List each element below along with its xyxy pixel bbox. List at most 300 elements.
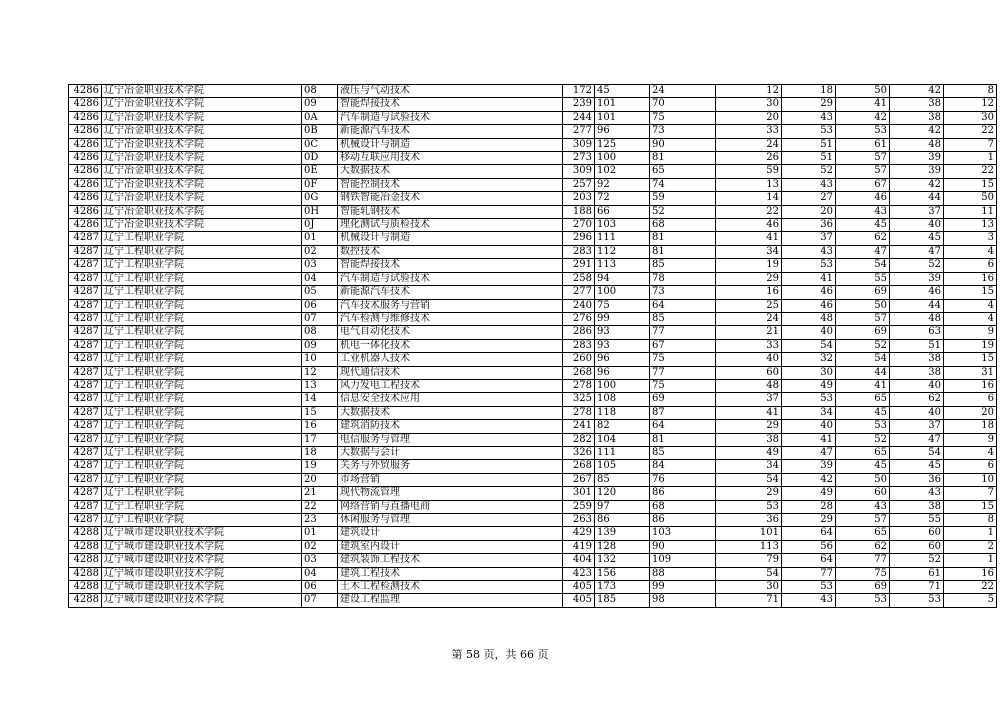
cell-score-6: 37 (890, 420, 944, 433)
table-row (69, 567, 997, 580)
cell-score-5: 57 (836, 514, 890, 527)
cell-score-6: 38 (890, 353, 944, 366)
cell-school-code: 4287 (69, 259, 102, 272)
cell-score-1: 102 (595, 165, 650, 178)
cell-score-3: 21 (716, 326, 782, 339)
cell-school-name: 辽宁工程职业学院 (102, 487, 302, 500)
cell-score-5: 57 (836, 152, 890, 165)
cell-score-2: 85 (650, 312, 716, 325)
cell-score-3: 16 (716, 286, 782, 299)
cell-score-4: 27 (782, 192, 836, 205)
cell-major-code: 0G (302, 192, 338, 205)
cell-major-code: 0J (302, 219, 338, 232)
cell-major-name: 休闲服务与管理 (338, 514, 563, 527)
cell-score-5: 57 (836, 312, 890, 325)
table-row (69, 433, 997, 446)
cell-score-5: 53 (836, 125, 890, 138)
cell-school-name: 辽宁工程职业学院 (102, 339, 302, 352)
cell-score-7: 4 (944, 312, 997, 325)
cell-score-1: 75 (595, 299, 650, 312)
cell-score-6: 45 (890, 460, 944, 473)
cell-score-7: 11 (944, 205, 997, 218)
cell-score-7: 15 (944, 353, 997, 366)
cell-major-code: 22 (302, 500, 338, 513)
cell-score-7: 15 (944, 178, 997, 191)
cell-score-total: 429 (563, 527, 595, 540)
cell-school-name: 辽宁工程职业学院 (102, 514, 302, 527)
cell-school-code: 4287 (69, 446, 102, 459)
cell-score-total: 203 (563, 192, 595, 205)
cell-score-1: 96 (595, 125, 650, 138)
cell-score-7: 16 (944, 379, 997, 392)
cell-major-name: 汽车制造与试验技术 (338, 111, 563, 124)
cell-school-name: 辽宁城市建设职业技术学院 (102, 527, 302, 540)
cell-score-total: 172 (563, 85, 595, 98)
cell-score-6: 42 (890, 85, 944, 98)
cell-score-4: 36 (782, 219, 836, 232)
cell-major-code: 0H (302, 205, 338, 218)
cell-score-6: 39 (890, 272, 944, 285)
cell-score-6: 52 (890, 259, 944, 272)
cell-score-1: 111 (595, 446, 650, 459)
cell-score-2: 68 (650, 219, 716, 232)
cell-score-total: 296 (563, 232, 595, 245)
cell-score-total: 268 (563, 460, 595, 473)
cell-school-name: 辽宁工程职业学院 (102, 379, 302, 392)
cell-school-code: 4286 (69, 138, 102, 151)
cell-score-1: 112 (595, 245, 650, 258)
cell-score-total: 405 (563, 594, 595, 607)
cell-score-2: 88 (650, 567, 716, 580)
cell-score-4: 43 (782, 594, 836, 607)
cell-major-name: 机械设计与制造 (338, 138, 563, 151)
cell-score-2: 81 (650, 232, 716, 245)
cell-score-5: 61 (836, 138, 890, 151)
cell-score-5: 45 (836, 460, 890, 473)
cell-score-7: 6 (944, 393, 997, 406)
table-row (69, 98, 997, 111)
cell-score-4: 41 (782, 433, 836, 446)
cell-score-1: 105 (595, 460, 650, 473)
cell-score-2: 59 (650, 192, 716, 205)
cell-score-4: 52 (782, 165, 836, 178)
cell-score-2: 70 (650, 98, 716, 111)
cell-score-total: 277 (563, 125, 595, 138)
cell-score-total: 423 (563, 567, 595, 580)
cell-major-code: 0E (302, 165, 338, 178)
cell-score-2: 81 (650, 245, 716, 258)
cell-score-total: 404 (563, 554, 595, 567)
cell-score-7: 7 (944, 487, 997, 500)
cell-score-5: 69 (836, 326, 890, 339)
cell-score-2: 84 (650, 460, 716, 473)
cell-score-3: 34 (716, 245, 782, 258)
cell-major-code: 03 (302, 259, 338, 272)
cell-score-2: 74 (650, 178, 716, 191)
cell-score-2: 78 (650, 272, 716, 285)
cell-score-total: 309 (563, 138, 595, 151)
cell-school-code: 4288 (69, 581, 102, 594)
cell-school-code: 4287 (69, 420, 102, 433)
cell-school-name: 辽宁冶金职业技术学院 (102, 111, 302, 124)
cell-school-name: 辽宁冶金职业技术学院 (102, 192, 302, 205)
cell-score-4: 43 (782, 178, 836, 191)
cell-major-name: 汽车技术服务与营销 (338, 299, 563, 312)
cell-score-5: 52 (836, 339, 890, 352)
cell-score-7: 19 (944, 339, 997, 352)
cell-score-6: 48 (890, 138, 944, 151)
cell-score-5: 54 (836, 259, 890, 272)
cell-major-name: 关务与外贸服务 (338, 460, 563, 473)
cell-score-3: 20 (716, 111, 782, 124)
cell-score-3: 19 (716, 259, 782, 272)
cell-score-7: 15 (944, 500, 997, 513)
cell-school-name: 辽宁冶金职业技术学院 (102, 138, 302, 151)
cell-score-3: 29 (716, 420, 782, 433)
cell-score-5: 67 (836, 178, 890, 191)
cell-school-code: 4286 (69, 165, 102, 178)
cell-score-2: 103 (650, 527, 716, 540)
cell-major-name: 建筑装饰工程技术 (338, 554, 563, 567)
cell-major-code: 0D (302, 152, 338, 165)
cell-school-name: 辽宁工程职业学院 (102, 245, 302, 258)
cell-score-1: 173 (595, 581, 650, 594)
cell-score-5: 47 (836, 245, 890, 258)
cell-score-total: 278 (563, 406, 595, 419)
cell-major-name: 智能轧钢技术 (338, 205, 563, 218)
cell-score-5: 75 (836, 567, 890, 580)
cell-score-1: 118 (595, 406, 650, 419)
cell-score-5: 65 (836, 446, 890, 459)
cell-score-3: 22 (716, 205, 782, 218)
cell-score-3: 79 (716, 554, 782, 567)
cell-score-3: 37 (716, 393, 782, 406)
cell-score-total: 268 (563, 366, 595, 379)
cell-school-code: 4286 (69, 192, 102, 205)
cell-score-4: 64 (782, 527, 836, 540)
cell-score-total: 286 (563, 326, 595, 339)
cell-score-3: 29 (716, 487, 782, 500)
cell-score-6: 60 (890, 540, 944, 553)
cell-score-3: 41 (716, 406, 782, 419)
cell-score-7: 50 (944, 192, 997, 205)
cell-score-1: 185 (595, 594, 650, 607)
cell-score-4: 53 (782, 581, 836, 594)
cell-major-name: 数控技术 (338, 245, 563, 258)
cell-score-6: 61 (890, 567, 944, 580)
cell-major-code: 01 (302, 232, 338, 245)
cell-school-name: 辽宁工程职业学院 (102, 446, 302, 459)
cell-score-4: 34 (782, 406, 836, 419)
cell-school-code: 4286 (69, 178, 102, 191)
cell-score-7: 6 (944, 460, 997, 473)
cell-score-6: 38 (890, 500, 944, 513)
cell-score-3: 24 (716, 138, 782, 151)
cell-major-code: 20 (302, 473, 338, 486)
cell-score-5: 53 (836, 420, 890, 433)
cell-score-1: 113 (595, 259, 650, 272)
table-row (69, 446, 997, 459)
cell-score-7: 15 (944, 286, 997, 299)
cell-score-6: 40 (890, 219, 944, 232)
table-row (69, 406, 997, 419)
cell-score-4: 28 (782, 500, 836, 513)
cell-score-6: 36 (890, 473, 944, 486)
table-body (69, 85, 997, 608)
cell-score-6: 39 (890, 152, 944, 165)
cell-score-total: 259 (563, 500, 595, 513)
cell-score-4: 46 (782, 299, 836, 312)
table-row (69, 232, 997, 245)
table-row (69, 286, 997, 299)
cell-school-name: 辽宁工程职业学院 (102, 393, 302, 406)
cell-school-name: 辽宁冶金职业技术学院 (102, 205, 302, 218)
cell-score-total: 239 (563, 98, 595, 111)
table-row (69, 192, 997, 205)
cell-score-5: 62 (836, 232, 890, 245)
cell-score-7: 22 (944, 125, 997, 138)
cell-major-name: 电气自动化技术 (338, 326, 563, 339)
cell-major-code: 18 (302, 446, 338, 459)
cell-score-4: 56 (782, 540, 836, 553)
cell-school-name: 辽宁工程职业学院 (102, 366, 302, 379)
cell-school-code: 4287 (69, 286, 102, 299)
cell-score-7: 3 (944, 232, 997, 245)
cell-score-2: 73 (650, 286, 716, 299)
cell-score-5: 43 (836, 500, 890, 513)
cell-score-4: 29 (782, 98, 836, 111)
cell-school-code: 4288 (69, 554, 102, 567)
cell-score-1: 96 (595, 353, 650, 366)
cell-major-name: 风力发电工程技术 (338, 379, 563, 392)
cell-score-7: 9 (944, 433, 997, 446)
cell-score-total: 283 (563, 245, 595, 258)
cell-school-code: 4287 (69, 460, 102, 473)
cell-score-7: 4 (944, 446, 997, 459)
cell-score-6: 53 (890, 594, 944, 607)
cell-major-code: 04 (302, 272, 338, 285)
cell-major-code: 0C (302, 138, 338, 151)
cell-major-code: 04 (302, 567, 338, 580)
cell-score-2: 99 (650, 581, 716, 594)
table-row (69, 487, 997, 500)
cell-score-4: 43 (782, 245, 836, 258)
cell-school-code: 4286 (69, 85, 102, 98)
cell-major-code: 07 (302, 312, 338, 325)
cell-score-7: 4 (944, 245, 997, 258)
cell-score-1: 104 (595, 433, 650, 446)
cell-score-1: 93 (595, 326, 650, 339)
cell-score-3: 71 (716, 594, 782, 607)
cell-major-name: 信息安全技术应用 (338, 393, 563, 406)
cell-score-4: 41 (782, 272, 836, 285)
cell-school-code: 4286 (69, 111, 102, 124)
cell-major-name: 智能控制技术 (338, 178, 563, 191)
cell-score-5: 45 (836, 219, 890, 232)
table-row (69, 272, 997, 285)
cell-score-6: 46 (890, 286, 944, 299)
cell-major-name: 现代物流管理 (338, 487, 563, 500)
cell-major-code: 23 (302, 514, 338, 527)
table-row (69, 312, 997, 325)
cell-score-total: 260 (563, 353, 595, 366)
cell-score-5: 42 (836, 111, 890, 124)
cell-score-6: 39 (890, 165, 944, 178)
cell-score-6: 63 (890, 326, 944, 339)
cell-score-3: 34 (716, 460, 782, 473)
cell-major-code: 02 (302, 245, 338, 258)
cell-score-6: 48 (890, 312, 944, 325)
cell-score-5: 69 (836, 581, 890, 594)
cell-score-6: 45 (890, 232, 944, 245)
cell-score-1: 120 (595, 487, 650, 500)
cell-score-6: 47 (890, 433, 944, 446)
cell-score-total: 273 (563, 152, 595, 165)
cell-score-1: 101 (595, 111, 650, 124)
table-row (69, 379, 997, 392)
cell-score-7: 20 (944, 406, 997, 419)
cell-score-1: 156 (595, 567, 650, 580)
cell-school-name: 辽宁工程职业学院 (102, 286, 302, 299)
cell-school-name: 辽宁工程职业学院 (102, 420, 302, 433)
cell-school-name: 辽宁城市建设职业技术学院 (102, 540, 302, 553)
cell-score-1: 128 (595, 540, 650, 553)
cell-score-total: 188 (563, 205, 595, 218)
cell-score-3: 12 (716, 85, 782, 98)
cell-major-name: 工业机器人技术 (338, 353, 563, 366)
cell-score-4: 37 (782, 232, 836, 245)
cell-score-7: 7 (944, 138, 997, 151)
cell-score-1: 93 (595, 339, 650, 352)
cell-major-name: 新能源汽车技术 (338, 125, 563, 138)
cell-score-total: 267 (563, 473, 595, 486)
cell-score-1: 103 (595, 219, 650, 232)
cell-score-6: 44 (890, 192, 944, 205)
cell-major-code: 19 (302, 460, 338, 473)
cell-school-name: 辽宁冶金职业技术学院 (102, 152, 302, 165)
cell-score-2: 68 (650, 500, 716, 513)
cell-score-1: 111 (595, 232, 650, 245)
table-row (69, 500, 997, 513)
cell-score-1: 66 (595, 205, 650, 218)
cell-school-code: 4287 (69, 487, 102, 500)
cell-score-1: 101 (595, 98, 650, 111)
cell-score-2: 85 (650, 259, 716, 272)
cell-score-5: 50 (836, 85, 890, 98)
cell-score-4: 18 (782, 85, 836, 98)
cell-school-code: 4287 (69, 299, 102, 312)
cell-school-name: 辽宁冶金职业技术学院 (102, 98, 302, 111)
cell-score-3: 38 (716, 433, 782, 446)
cell-score-6: 42 (890, 125, 944, 138)
cell-score-4: 64 (782, 554, 836, 567)
cell-score-3: 36 (716, 514, 782, 527)
cell-school-name: 辽宁工程职业学院 (102, 473, 302, 486)
table-row (69, 473, 997, 486)
cell-score-6: 38 (890, 98, 944, 111)
cell-major-code: 15 (302, 406, 338, 419)
cell-school-name: 辽宁工程职业学院 (102, 312, 302, 325)
cell-score-total: 282 (563, 433, 595, 446)
table-row (69, 420, 997, 433)
cell-score-6: 52 (890, 554, 944, 567)
cell-school-code: 4286 (69, 152, 102, 165)
cell-major-code: 0A (302, 111, 338, 124)
cell-score-3: 49 (716, 446, 782, 459)
table-row (69, 594, 997, 607)
cell-school-code: 4287 (69, 500, 102, 513)
cell-score-5: 43 (836, 205, 890, 218)
cell-score-7: 1 (944, 554, 997, 567)
cell-score-1: 139 (595, 527, 650, 540)
cell-score-6: 38 (890, 366, 944, 379)
table-row (69, 299, 997, 312)
cell-score-5: 53 (836, 594, 890, 607)
cell-school-code: 4287 (69, 514, 102, 527)
cell-score-7: 1 (944, 152, 997, 165)
cell-school-code: 4287 (69, 326, 102, 339)
cell-score-7: 31 (944, 366, 997, 379)
table-row (69, 85, 997, 98)
cell-score-1: 96 (595, 366, 650, 379)
cell-major-code: 08 (302, 85, 338, 98)
cell-score-6: 40 (890, 406, 944, 419)
cell-score-total: 283 (563, 339, 595, 352)
cell-school-code: 4286 (69, 219, 102, 232)
cell-score-7: 22 (944, 581, 997, 594)
cell-score-5: 41 (836, 98, 890, 111)
cell-major-name: 新能源汽车技术 (338, 286, 563, 299)
cell-score-2: 75 (650, 111, 716, 124)
cell-score-7: 16 (944, 567, 997, 580)
table-row (69, 353, 997, 366)
cell-score-2: 24 (650, 85, 716, 98)
table-row (69, 245, 997, 258)
table-row (69, 111, 997, 124)
cell-score-7: 5 (944, 594, 997, 607)
cell-score-4: 20 (782, 205, 836, 218)
cell-major-code: 13 (302, 379, 338, 392)
cell-school-code: 4288 (69, 567, 102, 580)
cell-score-total: 309 (563, 165, 595, 178)
cell-score-3: 53 (716, 500, 782, 513)
cell-school-code: 4287 (69, 339, 102, 352)
cell-score-4: 48 (782, 312, 836, 325)
cell-school-code: 4286 (69, 98, 102, 111)
cell-score-5: 55 (836, 272, 890, 285)
cell-major-name: 建筑室内设计 (338, 540, 563, 553)
cell-major-code: 01 (302, 527, 338, 540)
cell-score-4: 77 (782, 567, 836, 580)
cell-score-1: 82 (595, 420, 650, 433)
cell-score-5: 44 (836, 366, 890, 379)
cell-major-name: 建筑工程技术 (338, 567, 563, 580)
table-row (69, 152, 997, 165)
cell-score-total: 277 (563, 286, 595, 299)
table-row (69, 339, 997, 352)
cell-score-2: 81 (650, 152, 716, 165)
cell-score-4: 39 (782, 460, 836, 473)
cell-school-code: 4287 (69, 232, 102, 245)
cell-major-name: 建筑消防技术 (338, 420, 563, 433)
cell-score-7: 18 (944, 420, 997, 433)
cell-school-code: 4288 (69, 594, 102, 607)
cell-score-6: 47 (890, 245, 944, 258)
page-footer: 第 58 页，共 66 页 (451, 648, 549, 661)
cell-score-2: 85 (650, 446, 716, 459)
cell-score-7: 4 (944, 299, 997, 312)
cell-score-1: 72 (595, 192, 650, 205)
